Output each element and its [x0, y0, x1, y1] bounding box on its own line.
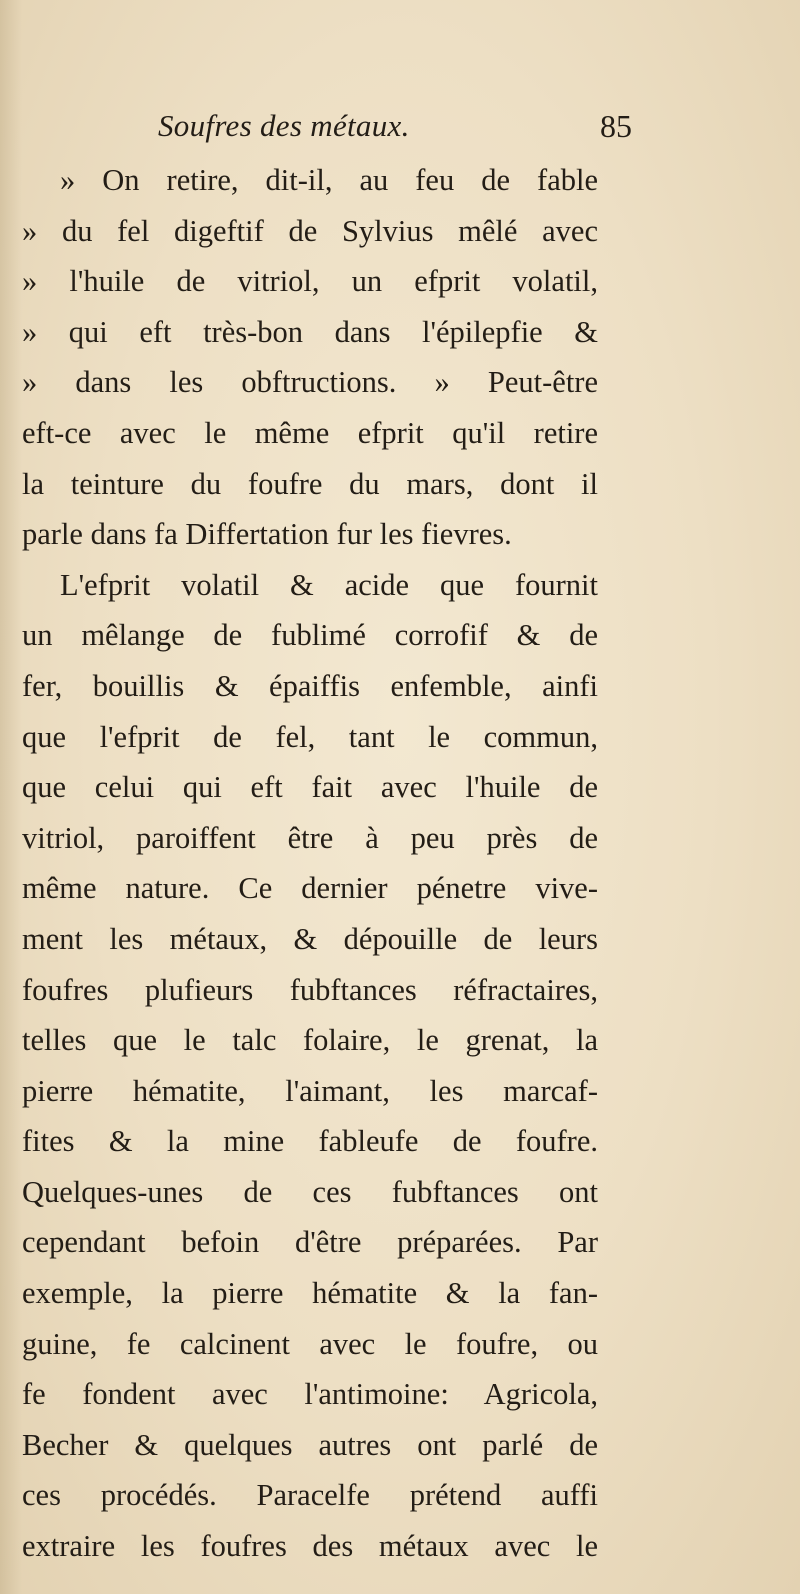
text-line: eft-ce avec le même efprit qu'il retire — [22, 415, 598, 450]
text-line: » On retire, dit-il, au feu de fable — [60, 163, 598, 197]
text-line: guine, fe calcinent avec le foufre, ou — [22, 1326, 598, 1361]
text-line: » dans les obftructions. » Peut-être — [22, 365, 598, 400]
page-header — [22, 108, 632, 154]
text-line: pierre hématite, l'aimant, les marcaf- — [22, 1073, 598, 1108]
text-line: fer, bouillis & épaiffis enfemble, ainfi — [22, 668, 598, 703]
text-line: fites & la mine fableufe de foufre. — [22, 1124, 598, 1159]
text-line: » du fel digeftif de Sylvius mêlé avec — [22, 213, 598, 248]
text-line: Quelques-unes de ces fubftances ont — [22, 1174, 598, 1209]
text-line: telles que le talc folaire, le grenat, la — [22, 1023, 598, 1058]
text-line: ces procédés. Paracelfe prétend auffi — [22, 1478, 598, 1513]
text-line: » qui eft très-bon dans l'épilepfie & — [22, 314, 598, 349]
text-line: ment les métaux, & dépouille de leurs — [22, 921, 598, 956]
text-line: foufres plufieurs fubftances réfractaires, — [22, 972, 598, 1007]
text-line: la teinture du foufre du mars, dont il — [22, 466, 598, 501]
text-line: que celui qui eft fait avec l'huile de — [22, 770, 598, 805]
text-line: L'efprit volatil & acide que fournit — [60, 567, 598, 602]
text-line: même nature. Ce dernier pénetre vive- — [22, 871, 598, 906]
text-line: un mêlange de fublimé corrofif & de — [22, 618, 598, 653]
text-line: Becher & quelques autres ont parlé de — [22, 1427, 598, 1462]
body-text — [22, 155, 598, 1572]
text-line: exemple, la pierre hématite & la fan- — [22, 1276, 598, 1311]
text-line: vitriol, paroiffent être à peu près de — [22, 820, 598, 855]
text-line: que l'efprit de fel, tant le commun, — [22, 719, 598, 754]
running-title: Soufres des métaux. — [158, 108, 410, 143]
text-line: parle dans fa Differtation fur les fievres. — [22, 517, 512, 552]
text-line: cependant befoin d'être préparées. Par — [22, 1225, 598, 1260]
text-line: » l'huile de vitriol, un efprit volatil, — [22, 264, 598, 299]
text-line: fe fondent avec l'antimoine: Agricola, — [22, 1377, 598, 1412]
page-number: 85 — [600, 108, 632, 144]
text-line: extraire les foufres des métaux avec le — [22, 1529, 598, 1564]
